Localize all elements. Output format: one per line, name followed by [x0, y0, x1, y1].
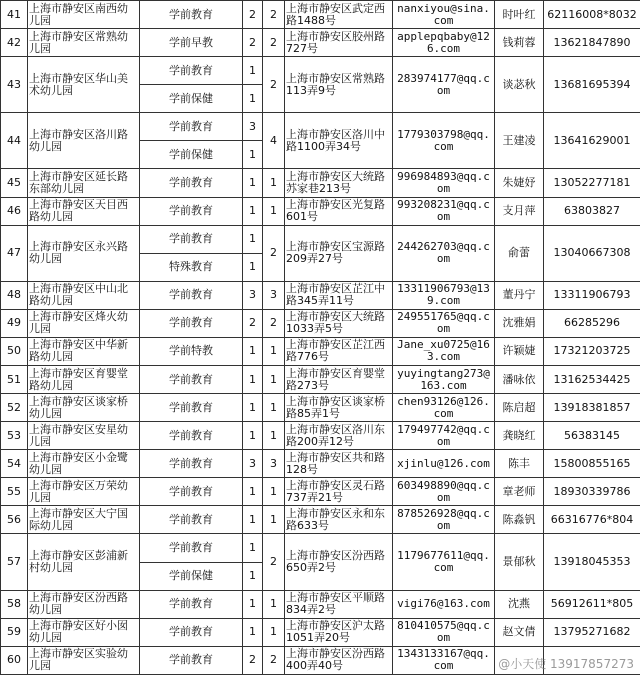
address-cell: 上海市静安区洛川东路200弄12号	[285, 422, 393, 450]
address-cell: 上海市静安区常熟路113弄9号	[285, 57, 393, 113]
contact-person-cell: 陈淼钒	[495, 506, 544, 534]
email-cell: applepqbaby@126.com	[393, 29, 495, 57]
total-count-cell: 1	[263, 422, 285, 450]
address-cell: 上海市静安区大统路苏家巷213号	[285, 169, 393, 197]
phone-cell: 13918381857	[544, 394, 640, 422]
category-cell: 学前特教	[140, 337, 243, 365]
contact-person-cell: 赵文倩	[495, 618, 544, 646]
category-cell: 学前保健	[140, 85, 243, 113]
table-row	[1, 394, 640, 422]
row-number-cell: 59	[1, 618, 28, 646]
phone-cell: 62116008*8032	[544, 1, 640, 29]
category-count-cell: 2	[243, 646, 263, 674]
email-cell: 179497742@qq.com	[393, 422, 495, 450]
address-cell: 上海市静安区沪太路1051弄20号	[285, 618, 393, 646]
school-name-cell: 上海市静安区大宁国际幼儿园	[28, 506, 140, 534]
category-count-cell: 2	[243, 1, 263, 29]
email-cell: chen93126@126.com	[393, 394, 495, 422]
table-row	[1, 225, 640, 253]
category-cell: 学前教育	[140, 618, 243, 646]
total-count-cell: 2	[263, 1, 285, 29]
address-cell: 上海市静安区共和路128号	[285, 450, 393, 478]
address-cell: 上海市静安区武定西路1488号	[285, 1, 393, 29]
total-count-cell: 2	[263, 57, 285, 113]
category-cell: 学前教育	[140, 1, 243, 29]
address-cell: 上海市静安区汾西路400弄40号	[285, 646, 393, 674]
row-number-cell: 57	[1, 534, 28, 590]
school-name-cell: 上海市静安区延长路东部幼儿园	[28, 169, 140, 197]
phone-cell: 13681695394	[544, 57, 640, 113]
category-cell: 学前教育	[140, 590, 243, 618]
contact-person-cell: 陈启超	[495, 394, 544, 422]
table-row	[1, 29, 640, 57]
table-row	[1, 337, 640, 365]
row-number-cell: 46	[1, 197, 28, 225]
row-number-cell: 45	[1, 169, 28, 197]
total-count-cell: 1	[263, 169, 285, 197]
phone-cell: 13162534425	[544, 366, 640, 394]
total-count-cell: 1	[263, 478, 285, 506]
email-cell: 249551765@qq.com	[393, 309, 495, 337]
contact-person-cell: 俞蕾	[495, 225, 544, 281]
total-count-cell: 1	[263, 366, 285, 394]
email-cell: vigi76@163.com	[393, 590, 495, 618]
phone-cell: 66316776*804	[544, 506, 640, 534]
email-cell: 603498890@qq.com	[393, 478, 495, 506]
table-row	[1, 506, 640, 534]
email-cell: 810410575@qq.com	[393, 618, 495, 646]
category-cell: 学前教育	[140, 422, 243, 450]
row-number-cell: 43	[1, 57, 28, 113]
category-cell: 学前教育	[140, 478, 243, 506]
address-cell: 上海市静安区平顺路834弄2号	[285, 590, 393, 618]
row-number-cell: 53	[1, 422, 28, 450]
contact-person-cell: 谈苾秋	[495, 57, 544, 113]
email-cell: 878526928@qq.com	[393, 506, 495, 534]
category-count-cell: 1	[243, 253, 263, 281]
address-cell: 上海市静安区芷江中路345弄11号	[285, 281, 393, 309]
total-count-cell: 4	[263, 113, 285, 169]
phone-cell: 66285296	[544, 309, 640, 337]
school-name-cell: 上海市静安区中华新路幼儿园	[28, 337, 140, 365]
contact-person-cell: 钱莉蓉	[495, 29, 544, 57]
category-cell: 学前教育	[140, 450, 243, 478]
watermark: @小天使 13917857273	[498, 655, 634, 672]
row-number-cell: 51	[1, 366, 28, 394]
email-cell: nanxiyou@sina.com	[393, 1, 495, 29]
address-cell: 上海市静安区洛川中路1100弄34号	[285, 113, 393, 169]
school-name-cell: 上海市静安区汾西路幼儿园	[28, 590, 140, 618]
school-name-cell: 上海市静安区烽火幼儿园	[28, 309, 140, 337]
address-cell: 上海市静安区永和东路633号	[285, 506, 393, 534]
total-count-cell: 2	[263, 29, 285, 57]
phone-cell: 17321203725	[544, 337, 640, 365]
row-number-cell: 60	[1, 646, 28, 674]
category-count-cell: 1	[243, 534, 263, 562]
total-count-cell: 2	[263, 309, 285, 337]
table-row	[1, 450, 640, 478]
table-row	[1, 281, 640, 309]
category-count-cell: 3	[243, 281, 263, 309]
category-count-cell: 1	[243, 618, 263, 646]
school-name-cell: 上海市静安区洛川路幼儿园	[28, 113, 140, 169]
contact-person-cell: 潘咏依	[495, 366, 544, 394]
row-number-cell: 49	[1, 309, 28, 337]
row-number-cell: 48	[1, 281, 28, 309]
category-cell: 学前早教	[140, 29, 243, 57]
email-cell: 244262703@qq.com	[393, 225, 495, 281]
contact-person-cell: 龚晓红	[495, 422, 544, 450]
total-count-cell: 3	[263, 450, 285, 478]
category-count-cell: 2	[243, 29, 263, 57]
table-row	[1, 590, 640, 618]
row-number-cell: 42	[1, 29, 28, 57]
category-cell: 特殊教育	[140, 253, 243, 281]
address-cell: 上海市静安区汾西路650弄2号	[285, 534, 393, 590]
row-number-cell: 44	[1, 113, 28, 169]
category-count-cell: 1	[243, 478, 263, 506]
school-name-cell: 上海市静安区常熟幼儿园	[28, 29, 140, 57]
contact-person-cell: 许颖婕	[495, 337, 544, 365]
table-row	[1, 197, 640, 225]
address-cell: 上海市静安区谈家桥路85弄1号	[285, 394, 393, 422]
address-cell: 上海市静安区大统路1033弄5号	[285, 309, 393, 337]
category-count-cell: 1	[243, 337, 263, 365]
category-cell: 学前教育	[140, 113, 243, 141]
table-row	[1, 366, 640, 394]
table-body	[1, 1, 640, 675]
table-row	[1, 478, 640, 506]
email-cell: 996984893@qq.com	[393, 169, 495, 197]
address-cell: 上海市静安区胶州路727号	[285, 29, 393, 57]
table-row	[1, 422, 640, 450]
total-count-cell: 1	[263, 618, 285, 646]
category-cell: 学前教育	[140, 646, 243, 674]
category-cell: 学前教育	[140, 225, 243, 253]
category-count-cell: 3	[243, 450, 263, 478]
table-row	[1, 57, 640, 85]
contact-person-cell: 沈燕	[495, 590, 544, 618]
category-cell: 学前教育	[140, 281, 243, 309]
email-cell: Jane_xu0725@163.com	[393, 337, 495, 365]
phone-cell: 13641629001	[544, 113, 640, 169]
contact-person-cell: 支月萍	[495, 197, 544, 225]
address-cell: 上海市静安区灵石路737弄21号	[285, 478, 393, 506]
row-number-cell: 41	[1, 1, 28, 29]
school-name-cell: 上海市静安区天目西路幼儿园	[28, 197, 140, 225]
contact-person-cell: 陈丰	[495, 450, 544, 478]
address-cell: 上海市静安区光复路601号	[285, 197, 393, 225]
school-name-cell: 上海市静安区中山北路幼儿园	[28, 281, 140, 309]
category-count-cell: 1	[243, 562, 263, 590]
email-cell: 1179677611@qq.com	[393, 534, 495, 590]
address-cell: 上海市静安区育婴堂路273号	[285, 366, 393, 394]
school-name-cell: 上海市静安区育婴堂路幼儿园	[28, 366, 140, 394]
contact-person-cell: 景郁秋	[495, 534, 544, 590]
category-cell: 学前教育	[140, 197, 243, 225]
category-count-cell: 1	[243, 394, 263, 422]
phone-cell: 63803827	[544, 197, 640, 225]
phone-cell: 13040667308	[544, 225, 640, 281]
category-count-cell: 1	[243, 57, 263, 85]
row-number-cell: 56	[1, 506, 28, 534]
category-cell: 学前教育	[140, 534, 243, 562]
total-count-cell: 2	[263, 225, 285, 281]
email-cell: 1779303798@qq.com	[393, 113, 495, 169]
email-cell: yuyingtang273@163.com	[393, 366, 495, 394]
phone-cell: 56383145	[544, 422, 640, 450]
row-number-cell: 55	[1, 478, 28, 506]
phone-cell: 13311906793	[544, 281, 640, 309]
school-name-cell: 上海市静安区永兴路幼儿园	[28, 225, 140, 281]
email-cell: 993208231@qq.com	[393, 197, 495, 225]
email-cell: xjinlu@126.com	[393, 450, 495, 478]
total-count-cell: 1	[263, 197, 285, 225]
category-count-cell: 2	[243, 309, 263, 337]
phone-cell: 18930339786	[544, 478, 640, 506]
school-name-cell: 上海市静安区万荣幼儿园	[28, 478, 140, 506]
category-cell: 学前教育	[140, 169, 243, 197]
category-count-cell: 1	[243, 197, 263, 225]
phone-cell: 15800855165	[544, 450, 640, 478]
category-count-cell: 1	[243, 366, 263, 394]
category-count-cell: 1	[243, 590, 263, 618]
row-number-cell: 54	[1, 450, 28, 478]
table-row	[1, 618, 640, 646]
row-number-cell: 47	[1, 225, 28, 281]
category-count-cell: 1	[243, 422, 263, 450]
table-row	[1, 534, 640, 562]
total-count-cell: 2	[263, 646, 285, 674]
email-cell: 283974177@qq.com	[393, 57, 495, 113]
school-name-cell: 上海市静安区南西幼儿园	[28, 1, 140, 29]
table-row	[1, 113, 640, 141]
category-cell: 学前教育	[140, 394, 243, 422]
category-count-cell: 1	[243, 85, 263, 113]
category-count-cell: 1	[243, 506, 263, 534]
total-count-cell: 1	[263, 394, 285, 422]
total-count-cell: 1	[263, 506, 285, 534]
school-name-cell: 上海市静安区小金鹭幼儿园	[28, 450, 140, 478]
contact-person-cell: 王建凌	[495, 113, 544, 169]
category-cell: 学前保健	[140, 141, 243, 169]
phone-cell: 13052277181	[544, 169, 640, 197]
total-count-cell: 3	[263, 281, 285, 309]
table-row	[1, 1, 640, 29]
phone-cell: 13621847890	[544, 29, 640, 57]
total-count-cell: 1	[263, 590, 285, 618]
category-cell: 学前保健	[140, 562, 243, 590]
total-count-cell: 1	[263, 337, 285, 365]
contact-person-cell: 章老师	[495, 478, 544, 506]
school-name-cell: 上海市静安区安星幼儿园	[28, 422, 140, 450]
category-count-cell: 3	[243, 113, 263, 141]
school-name-cell: 上海市静安区实验幼儿园	[28, 646, 140, 674]
school-name-cell: 上海市静安区好小囡幼儿园	[28, 618, 140, 646]
category-count-cell: 1	[243, 225, 263, 253]
category-cell: 学前教育	[140, 57, 243, 85]
category-cell: 学前教育	[140, 366, 243, 394]
category-cell: 学前教育	[140, 506, 243, 534]
table-row	[1, 169, 640, 197]
row-number-cell: 50	[1, 337, 28, 365]
contact-person-cell: 董丹宁	[495, 281, 544, 309]
phone-cell: 13795271682	[544, 618, 640, 646]
contact-person-cell: 沈雅娟	[495, 309, 544, 337]
row-number-cell: 52	[1, 394, 28, 422]
phone-cell: 13918045353	[544, 534, 640, 590]
address-cell: 上海市静安区宝源路209弄27号	[285, 225, 393, 281]
email-cell: 1343133167@qq.com	[393, 646, 495, 674]
address-cell: 上海市静安区芷江西路776号	[285, 337, 393, 365]
table-row	[1, 309, 640, 337]
phone-cell: 56912611*805	[544, 590, 640, 618]
category-count-cell: 1	[243, 169, 263, 197]
school-name-cell: 上海市静安区彭浦新村幼儿园	[28, 534, 140, 590]
school-name-cell: 上海市静安区谈家桥幼儿园	[28, 394, 140, 422]
contact-person-cell: 时叶红	[495, 1, 544, 29]
category-count-cell: 1	[243, 141, 263, 169]
email-cell: 13311906793@139.com	[393, 281, 495, 309]
school-name-cell: 上海市静安区华山美术幼儿园	[28, 57, 140, 113]
contact-person-cell: 朱婕妤	[495, 169, 544, 197]
total-count-cell: 2	[263, 534, 285, 590]
category-cell: 学前教育	[140, 309, 243, 337]
row-number-cell: 58	[1, 590, 28, 618]
